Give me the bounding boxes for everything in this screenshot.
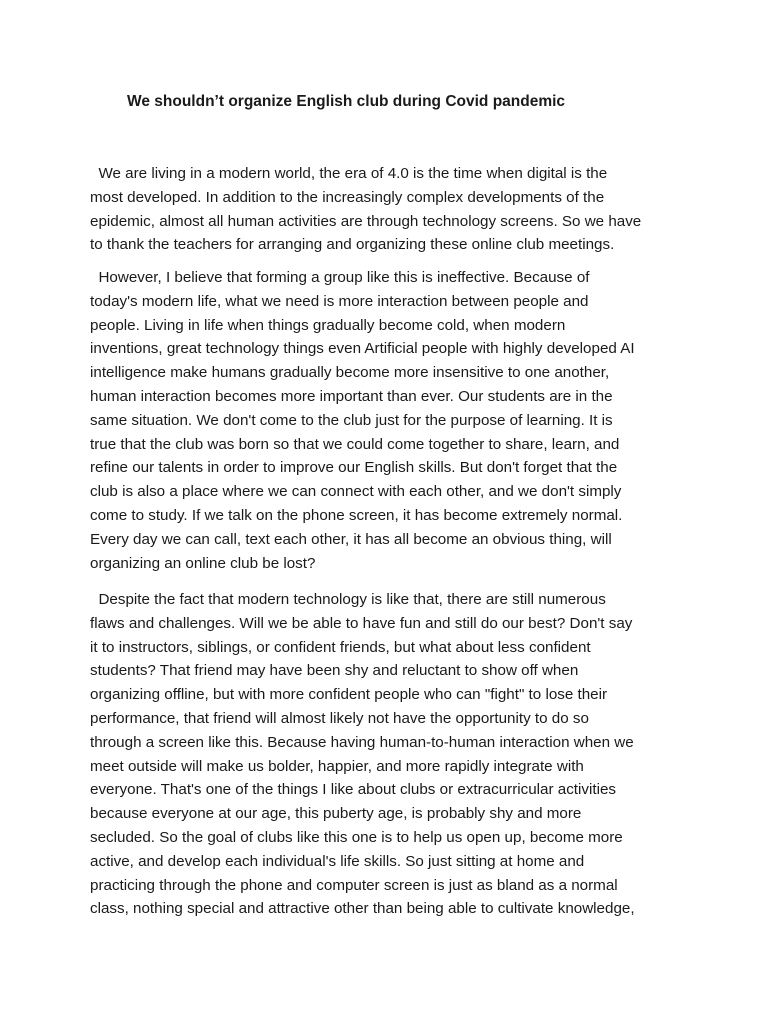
text-line: through a screen like this. Because having human-to-human interaction when we (90, 733, 634, 751)
text-line: to thank the teachers for arranging and organizing these online club meetings. (90, 236, 615, 254)
text-line: human interaction becomes more important than ever. Our students are in the (90, 387, 613, 405)
paragraph-2 (90, 266, 690, 575)
paragraph-1 (90, 162, 690, 257)
text-line: Despite the fact that modern technology is like that, there are still numerous (90, 591, 606, 608)
text-line: club is also a place where we can connect with each other, and we don't simply (90, 483, 622, 501)
text-line: come to study. If we talk on the phone screen, it has become extremely normal. (90, 506, 623, 524)
text-line: inventions, great technology things even Artificial people with highly developed AI (90, 340, 635, 358)
text-line: today's modern life, what we need is more interaction between people and (90, 292, 589, 310)
text-line: people. Living in life when things gradually become cold, when modern (90, 316, 566, 334)
text-line: secluded. So the goal of clubs like this one is to help us open up, become more (90, 828, 623, 846)
text-line: class, nothing special and attractive other than being able to cultivate knowledge, (90, 900, 635, 918)
text-line: organizing an online club be lost? (90, 554, 316, 572)
text-line: active, and develop each individual's life skills. So just sitting at home and (90, 852, 585, 870)
text-line: most developed. In addition to the increasingly complex developments of the (90, 188, 605, 206)
text-line: performance, that friend will almost likely not have the opportunity to do so (90, 709, 589, 727)
text-line: everyone. That's one of the things I like about clubs or extracurricular activities (90, 781, 617, 799)
text-line: students? That friend may have been shy and reluctant to show off when (90, 662, 579, 680)
text-line: We are living in a modern world, the era of 4.0 is the time when digital is the (90, 165, 608, 182)
text-line: meet outside will make us bolder, happier, and more rapidly integrate with (90, 757, 584, 775)
text-line: because everyone at our age, this puberty age, is probably shy and more (90, 805, 582, 823)
text-line: Every day we can call, text each other, it has all become an obvious thing, will (90, 530, 612, 548)
text-line: epidemic, almost all human activities are through technology screens. So we have (90, 212, 642, 230)
text-line: true that the club was born so that we could come together to share, learn, and (90, 435, 620, 453)
text-line: organizing offline, but with more confident people who can "fight" to lose their (90, 686, 608, 704)
text-line: it to instructors, siblings, or confident friends, but what about less confident (90, 638, 591, 656)
paragraph-3 (90, 588, 690, 921)
text-line: flaws and challenges. Will we be able to have fun and still do our best? Don't say (90, 614, 633, 632)
document-title: We shouldn’t organize English club during Covid pandemic (127, 93, 566, 110)
text-line: intelligence make humans gradually become more insensitive to one another, (90, 364, 610, 382)
text-line: However, I believe that forming a group like this is ineffective. Because of (90, 269, 590, 286)
text-line: practicing through the phone and computer screen is just as bland as a normal (90, 876, 618, 894)
text-line: same situation. We don't come to the club just for the purpose of learning. It is (90, 411, 613, 429)
text-line: refine our talents in order to improve our English skills. But don't forget that the (90, 459, 618, 477)
